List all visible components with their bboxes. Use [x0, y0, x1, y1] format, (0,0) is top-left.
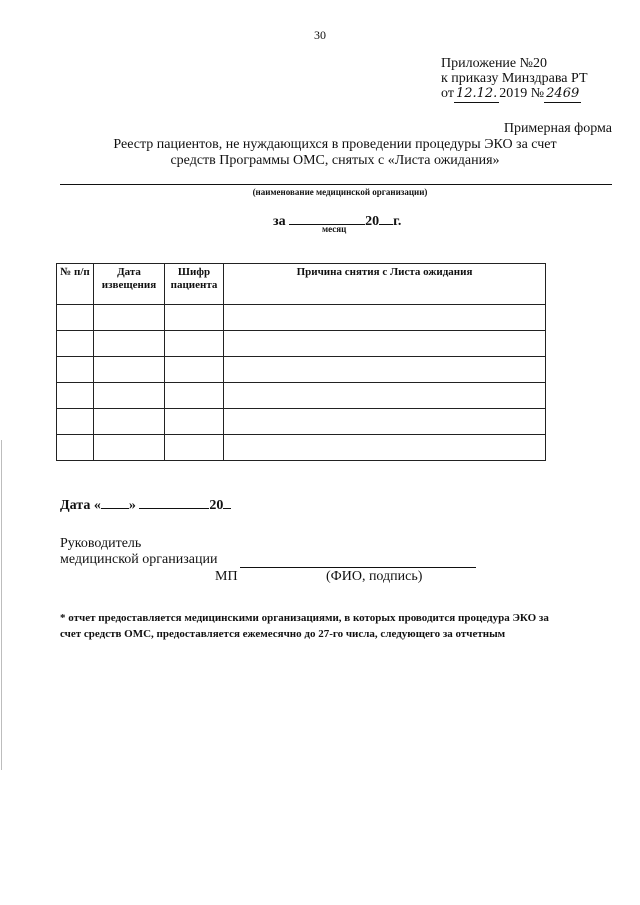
organization-caption: (наименование медицинской организации) [252, 187, 428, 197]
signature-line [240, 567, 476, 568]
day-blank [101, 494, 129, 509]
table-cell [224, 357, 546, 383]
period-suffix: г. [393, 214, 402, 229]
table-cell [57, 331, 94, 357]
stamp-place-label: МП [215, 569, 238, 584]
month-name-blank [139, 494, 209, 509]
table-row [57, 357, 546, 383]
table-cell [165, 357, 224, 383]
table-cell [165, 435, 224, 461]
header-patient-code: Шифр пациента [165, 264, 224, 305]
period-prefix: за [273, 214, 286, 229]
date-close-quote: » [128, 498, 136, 513]
table-cell [165, 383, 224, 409]
handwritten-date: 12.12. [455, 86, 498, 101]
table-cell [94, 409, 165, 435]
appendix-ot: от [441, 86, 454, 101]
form-type: Примерная форма [503, 121, 612, 136]
date-year-blank [223, 494, 231, 509]
table-cell [165, 331, 224, 357]
table-cell [224, 331, 546, 357]
table-cell [94, 435, 165, 461]
head-title-line-1: Руководитель [60, 536, 142, 551]
table-cell [165, 305, 224, 331]
patient-register-table [56, 263, 546, 461]
footnote-line-2: счет средств ОМС, предоставляется ежемесячно до 27-го числа, следующего за отчетным [60, 628, 506, 640]
organization-name-line [60, 184, 612, 185]
table-cell [165, 409, 224, 435]
footnote-line-1: * отчет предоставляется медицинскими организациями, в которых проводится процедура ЭКО за [60, 612, 549, 624]
header-notice-date: Дата извещения [94, 264, 165, 305]
month-caption: месяц [322, 224, 347, 234]
period-year-prefix: 20 [365, 214, 380, 229]
table-row [57, 305, 546, 331]
appendix-line-1: Приложение №20 [441, 56, 547, 71]
date-label: Дата « [60, 498, 101, 513]
handwritten-number: 2469 [546, 86, 580, 101]
head-title-line-2: медицинской организации [60, 552, 218, 567]
table-cell [94, 383, 165, 409]
table-row [57, 383, 546, 409]
document-title-line-1: Реестр пациентов, не нуждающихся в проведении процедуры ЭКО за счет [113, 137, 557, 152]
scan-margin-line [1, 440, 2, 770]
table-row [57, 331, 546, 357]
month-blank [289, 210, 365, 225]
date-line [60, 494, 231, 514]
document-title-line-2: средств Программы ОМС, снятых с «Листа ожидания» [170, 153, 500, 168]
year-blank [379, 210, 393, 225]
header-number: № п/п [57, 264, 94, 305]
page-number: 30 [314, 28, 326, 42]
table-cell [224, 305, 546, 331]
table-cell [57, 435, 94, 461]
table-row [57, 435, 546, 461]
table-cell [224, 435, 546, 461]
fio-signature-caption: (ФИО, подпись) [326, 569, 423, 584]
table-cell [57, 409, 94, 435]
header-removal-reason: Причина снятия с Листа ожидания [224, 264, 546, 305]
table-row [57, 409, 546, 435]
appendix-line-3 [441, 86, 581, 103]
table-cell [94, 305, 165, 331]
date-year-prefix: 20 [209, 498, 224, 513]
table-cell [57, 305, 94, 331]
table-cell [57, 357, 94, 383]
table-cell [57, 383, 94, 409]
table-header-row [57, 264, 546, 305]
appendix-year: 2019 № [499, 86, 545, 101]
table-cell [94, 357, 165, 383]
table-cell [224, 383, 546, 409]
table-cell [94, 331, 165, 357]
table-cell [224, 409, 546, 435]
appendix-line-2: к приказу Минздрава РТ [441, 71, 588, 86]
